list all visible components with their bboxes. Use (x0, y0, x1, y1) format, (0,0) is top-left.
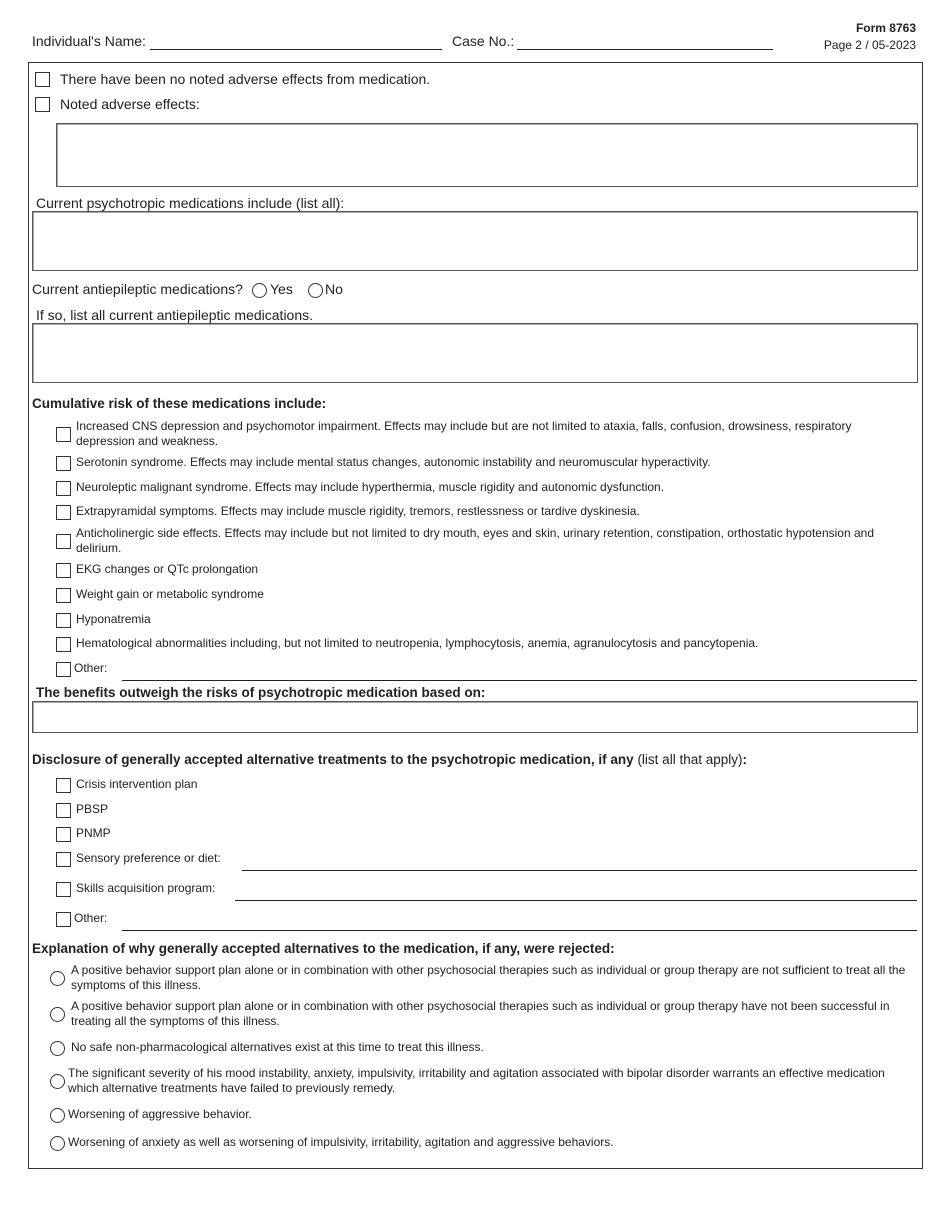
alt-crisis-label: Crisis intervention plan (76, 777, 198, 791)
reason-anxiety-radio[interactable] (50, 1136, 65, 1151)
antiepileptic-textbox[interactable] (32, 323, 918, 383)
antiepileptic-yes-radio[interactable] (252, 283, 267, 298)
alt-other-field[interactable] (122, 930, 917, 931)
disclosure-heading-colon: : (742, 752, 747, 767)
risk-hyponatremia-label: Hyponatremia (76, 612, 151, 626)
alt-skills-field[interactable] (235, 900, 917, 901)
reason-aggression-label: Worsening of aggressive behavior. (68, 1107, 252, 1121)
reason-pbsp-unsuccessful-radio[interactable] (50, 1007, 65, 1022)
psychotropic-textbox[interactable] (32, 211, 918, 271)
reason-pbsp-insufficient-label: A positive behavior support plan alone or in combination with other psychosocial therapies such as individual or group therapy are not sufficient to treat all the symptoms of this illness. (71, 963, 906, 992)
risk-serotonin-label: Serotonin syndrome. Effects may include mental status changes, autonomic instability and neuromuscular hyperactivity. (76, 455, 711, 469)
risk-serotonin-checkbox[interactable] (56, 456, 71, 471)
alt-other-label: Other: (74, 911, 108, 925)
risk-ekg-checkbox[interactable] (56, 563, 71, 578)
psychotropic-label: Current psychotropic medications include (list all): (36, 195, 345, 211)
antiepileptic-yes-label: Yes (270, 281, 293, 297)
alt-other-checkbox[interactable] (56, 912, 71, 927)
risk-anticholinergic-checkbox[interactable] (56, 534, 71, 549)
individual-name-label: Individual's Name: (32, 33, 146, 49)
noted-adverse-effects-label: Noted adverse effects: (60, 96, 200, 112)
risk-hematological-checkbox[interactable] (56, 637, 71, 652)
antiepileptic-no-radio[interactable] (308, 283, 323, 298)
risk-weight-label: Weight gain or metabolic syndrome (76, 587, 264, 601)
alt-pnmp-checkbox[interactable] (56, 827, 71, 842)
risk-anticholinergic-label: Anticholinergic side effects. Effects may include but not limited to dry mouth, eyes and skin, urinary retention, constipation, orthostatic hypotension and delirium. (76, 526, 874, 555)
risk-nms-checkbox[interactable] (56, 481, 71, 496)
alt-skills-label: Skills acquisition program: (76, 881, 216, 895)
risk-heading: Cumulative risk of these medications include: (32, 396, 327, 411)
reason-aggression-radio[interactable] (50, 1108, 65, 1123)
disclosure-heading-bold: Disclosure of generally accepted alternative treatments to the psychotropic medication, if any (32, 752, 634, 767)
alt-pbsp-checkbox[interactable] (56, 803, 71, 818)
alt-sensory-field[interactable] (242, 870, 917, 871)
risk-eps-label: Extrapyramidal symptoms. Effects may include muscle rigidity, tremors, restlessness or tardive dyskinesia. (76, 504, 640, 518)
risk-cns-label: Increased CNS depression and psychomotor impairment. Effects may include but are not limited to ataxia, falls, confusion, drowsiness, respiratory depression and weakness. (76, 419, 852, 448)
noted-adverse-effects-checkbox[interactable] (35, 97, 50, 112)
risk-cns-checkbox[interactable] (56, 427, 71, 442)
alt-crisis-checkbox[interactable] (56, 778, 71, 793)
antiepileptic-no-label: No (325, 281, 343, 297)
alt-sensory-label: Sensory preference or diet: (76, 851, 221, 865)
risk-other-field[interactable] (122, 680, 917, 681)
individual-name-field[interactable] (150, 49, 442, 50)
no-adverse-effects-checkbox[interactable] (35, 72, 50, 87)
risk-ekg-label: EKG changes or QTc prolongation (76, 562, 259, 576)
adverse-effects-textbox[interactable] (56, 123, 918, 187)
reason-anxiety-label: Worsening of anxiety as well as worsening of impulsivity, irritability, agitation and aggressive behaviors. (68, 1135, 614, 1149)
case-number-field[interactable] (517, 49, 773, 50)
risk-nms-label: Neuroleptic malignant syndrome. Effects may include hyperthermia, muscle rigidity and autonomic dysfunction. (76, 480, 665, 494)
alt-pbsp-label: PBSP (76, 802, 109, 816)
reason-pbsp-insufficient-radio[interactable] (50, 971, 65, 986)
reason-no-alternatives-label: No safe non-pharmacological alternatives exist at this time to treat this illness. (71, 1040, 484, 1054)
no-adverse-effects-label: There have been no noted adverse effects from medication. (60, 71, 431, 87)
alt-skills-checkbox[interactable] (56, 882, 71, 897)
benefits-textbox[interactable] (32, 701, 918, 733)
alt-sensory-checkbox[interactable] (56, 852, 71, 867)
benefits-heading: The benefits outweigh the risks of psychotropic medication based on: (36, 685, 486, 700)
disclosure-heading (32, 752, 747, 767)
risk-other-label: Other: (74, 661, 108, 675)
risk-hematological-label: Hematological abnormalities including, but not limited to neutropenia, lymphocytosis, anemia, agranulocytosis and pancytopenia. (76, 636, 759, 650)
alt-pnmp-label: PNMP (76, 826, 111, 840)
risk-hyponatremia-checkbox[interactable] (56, 613, 71, 628)
case-number-label: Case No.: (452, 33, 515, 49)
page-info: Page 2 / 05-2023 (823, 38, 916, 52)
risk-other-checkbox[interactable] (56, 662, 71, 677)
risk-weight-checkbox[interactable] (56, 588, 71, 603)
form-number: Form 8763 (855, 21, 916, 35)
reason-severity-radio[interactable] (50, 1074, 65, 1089)
antiepileptic-list-label: If so, list all current antiepileptic medications. (36, 307, 314, 323)
antiepileptic-question: Current antiepileptic medications? (32, 281, 243, 297)
explanation-heading: Explanation of why generally accepted alternatives to the medication, if any, were rejected: (32, 941, 615, 956)
risk-eps-checkbox[interactable] (56, 505, 71, 520)
form-identifier (824, 20, 916, 54)
reason-pbsp-unsuccessful-label: A positive behavior support plan alone or in combination with other psychosocial therapies such as individual or group therapy have not been successful in treating all the symptoms of this illness. (71, 999, 890, 1028)
disclosure-heading-note: (list all that apply) (633, 752, 743, 767)
reason-no-alternatives-radio[interactable] (50, 1041, 65, 1056)
reason-severity-label: The significant severity of his mood instability, anxiety, impulsivity, irritability and agitation associated with bipolar disorder warrants an effective medication which alternative treatments have failed to previously remedy. (68, 1066, 885, 1095)
